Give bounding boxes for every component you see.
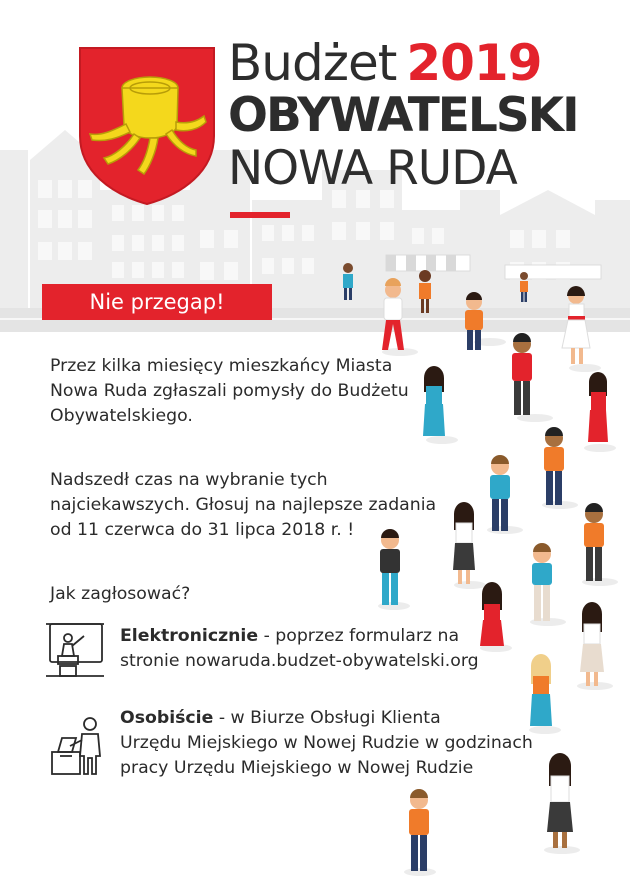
title-line-2: OBYWATELSKI (228, 88, 578, 143)
vote-info-line-2: najciekawszych. Głosuj na najlepsze zadania (50, 495, 437, 515)
in-person-method-line-1 (120, 706, 533, 731)
electronic-method-line-2: stronie nowaruda.budzet-obywatelski.org (120, 651, 479, 671)
title-line-3: NOWA RUDA (228, 141, 517, 196)
in-person-method-line-3: pracy Urzędu Miejskiego w Nowej Rudzie (120, 758, 474, 778)
electronic-method-desc: - poprzez formularz na (258, 626, 460, 646)
in-person-method (120, 706, 533, 781)
in-person-method-line-2: Urzędu Miejskiego w Nowej Rudzie w godzinach (120, 733, 533, 753)
title-line-1 (228, 36, 608, 90)
title-year: 2019 (406, 34, 542, 92)
town-crest-icon (78, 46, 216, 206)
intro-paragraph (50, 354, 409, 429)
intro-line-3: Obywatelskiego. (50, 406, 193, 426)
in-person-method-desc: - w Biurze Obsługi Klienta (213, 708, 441, 728)
title-word-budzet: Budżet (228, 34, 397, 92)
vote-info-line-1: Nadszedł czas na wybranie tych (50, 470, 328, 490)
intro-line-2: Nowa Ruda zgłaszali pomysły do Budżetu (50, 381, 409, 401)
in-person-method-title: Osobiście (120, 708, 214, 728)
dont-miss-banner: Nie przegap! (42, 284, 272, 320)
title-underline (230, 212, 290, 218)
how-to-vote-heading: Jak zagłosować? (50, 584, 191, 604)
vote-info-paragraph (50, 468, 436, 543)
computer-voting-icon (44, 622, 106, 678)
title-block (228, 36, 608, 196)
electronic-method-line-1 (120, 624, 479, 649)
electronic-method-title: Elektronicznie (120, 626, 259, 646)
electronic-method (120, 624, 479, 674)
vote-info-line-3: od 11 czerwca do 31 lipca 2018 r. ! (50, 520, 355, 540)
ballot-box-icon (50, 716, 106, 776)
intro-line-1: Przez kilka miesięcy mieszkańcy Miasta (50, 356, 393, 376)
